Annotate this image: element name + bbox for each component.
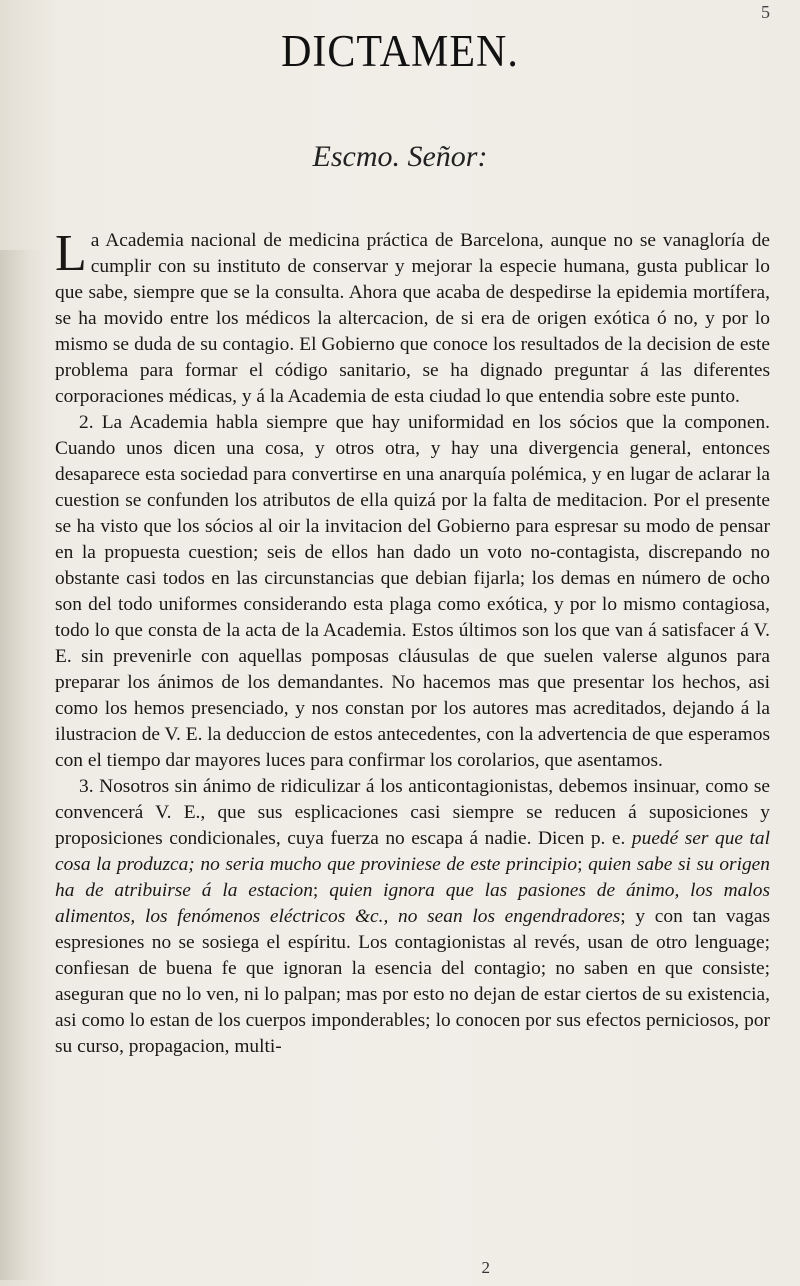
paragraph-3-italic-a: puedé ser que tal cosa la produzca; no seria mucho que proviniese de este principio xyxy=(55,828,770,875)
body-text xyxy=(55,225,770,1060)
paragraph-3-italic-c: quien ignora que las pasiones de ánimo, los malos alimentos, los fenómenos eléctricos &c., no sean los engendradores xyxy=(55,880,770,927)
paragraph-2: 2. La Academia habla siempre que hay uniformidad en los sócios que la componen. Cuando unos dicen una cosa, y otros otra, y hay una divergencia general, entonces desaparece esta sociedad para convertirse en una anarquía polémica, y en lugar de aclarar la cuestion se confunden los atributos de ella quizá por la falta de meditacion. Por el presente se ha visto que los sócios al oir la invitacion del Gobierno para espresar su modo de pensar en la propuesta cuestion; seis de ellos han dado un voto no-contagista, discrepando no obstante casi todos en las circunstancias que debian fijarla; los demas en número de ocho son del todo uniformes considerando esta plaga como exótica, y por lo mismo contagiosa, todo lo que consta de la acta de la Academia. Estos últimos son los que van á satisfacer á V. E. sin prevenirle con aquellas pomposas cláusulas de que suelen valerse algunos para preparar los ánimos de los demandantes. No hacemos mas que presentar los hechos, asi como los hemos presenciado, y nos constan por los autores mas acreditados, dejando á la ilustracion de V. E. la deduccion de estos antecedentes, con la advertencia de que esperamos con el tiempo dar mayores luces para confirmar los corolarios, que asentamos. xyxy=(55,412,770,771)
page-number: 5 xyxy=(761,2,770,22)
salutation: Escmo. Señor: xyxy=(312,140,488,173)
signature-mark: 2 xyxy=(481,1258,490,1277)
paragraph-3-text-b: ; xyxy=(577,854,589,875)
paragraph-3-text-a: 3. Nosotros sin ánimo de ridiculizar á los anticontagionistas, debemos insinuar, como se convencerá V. E., que sus esplicaciones casi siempre se reducen á suposiciones y proposiciones condicionales, cuya fuerza no escapa á nadie. Dicen p. e. xyxy=(55,776,770,849)
page-gutter xyxy=(0,250,44,1280)
paragraph-1-text: a Academia nacional de medicina práctica de Barcelona, aunque no se vanagloría de cumplir con su instituto de conservar y mejorar la especie humana, gusta publicar lo que sabe, siempre que se la consulta. Ahora que acaba de despedirse la epidemia mortífera, se ha movido entre los médicos la altercacion, de si era de origen exótica ó no, y por lo mismo se duda de su contagio. El Gobierno que conoce los resultados de la decision de este problema para formar el código sanitario, se ha dignado preguntar á las diferentes corporaciones médicas, y á la Academia de esta ciudad lo que entendia sobre este punto. xyxy=(55,230,770,407)
page-title: DICTAMEN. xyxy=(281,27,519,77)
paragraph-3 xyxy=(55,774,770,1060)
drop-cap: L xyxy=(55,225,87,282)
paragraph-3-text-d: ; y con tan vagas espresiones no se sosiega el espíritu. Los contagionistas al revés, usan de otro lenguage; confiesan de buena fe que ignoran la esencia del contagio; no saben en que consiste; aseguran que no lo ven, ni lo palpan; mas por esto no dejan de estar ciertos de su existencia, asi como lo estan de los cuerpos imponderables; lo conocen por sus efectos perniciosos, por su curso, propagacion, multi- xyxy=(55,906,770,1057)
paragraph-3-italic-b: quien sabe si su origen ha de atribuirse á la estacion xyxy=(55,854,770,901)
paragraph-3-text-c: ; xyxy=(312,880,330,901)
paragraph-1 xyxy=(55,225,770,410)
